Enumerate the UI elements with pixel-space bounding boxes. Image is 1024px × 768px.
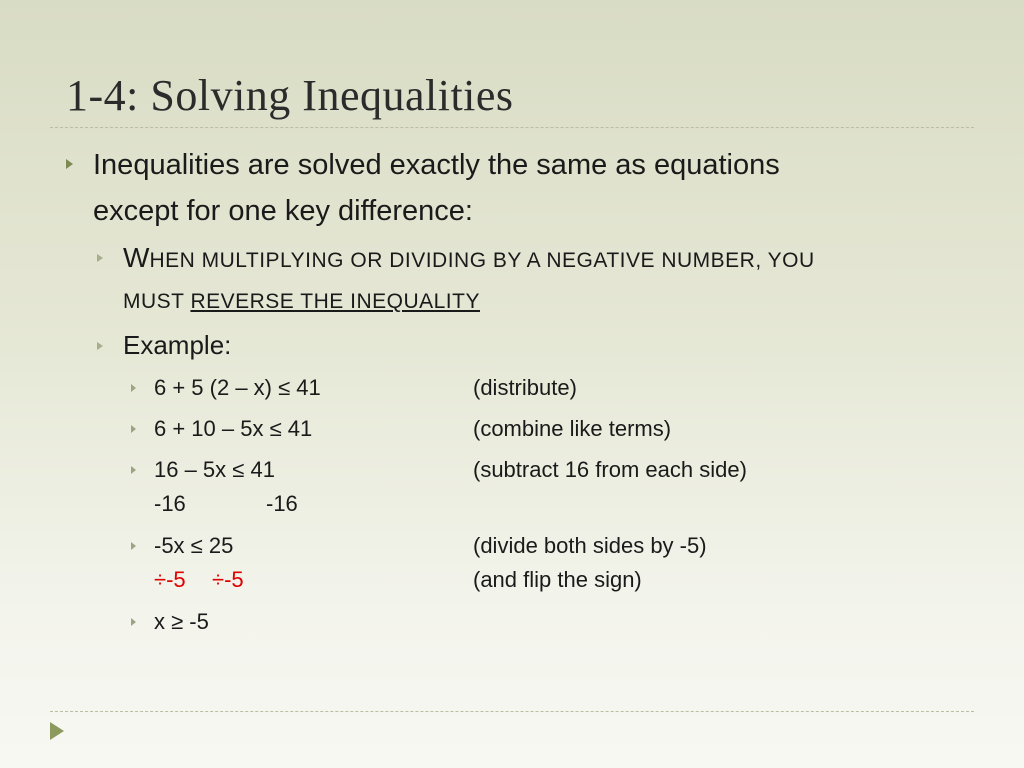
rule-text-rest: HEN MULTIPLYING OR DIVIDING BY A NEGATIVE NUMBER, YOU <box>149 249 815 272</box>
rule-text-line2 <box>123 279 480 322</box>
step-bullet-icon <box>131 542 136 550</box>
step-3-subtract-right: -16 <box>266 491 298 516</box>
step-bullet-icon <box>131 384 136 392</box>
footer-divider <box>50 711 974 712</box>
bullet-text-line2: except for one key difference: <box>93 195 473 227</box>
step-bullet-icon <box>131 466 136 474</box>
step-2-note: (combine like terms) <box>473 416 672 441</box>
rule-text-start: MUST <box>123 290 191 313</box>
step-3-expression: 16 – 5x ≤ 41 <box>154 457 275 482</box>
step-4-expression: -5x ≤ 25 <box>154 533 234 558</box>
sub-bullet-arrow-icon <box>97 342 103 350</box>
example-label: Example: <box>123 330 232 360</box>
step-1-expression: 6 + 5 (2 – x) ≤ 41 <box>154 375 321 400</box>
slide-title: 1-4: Solving Inequalities <box>66 71 514 120</box>
step-5-expression: x ≥ -5 <box>154 609 209 634</box>
step-4-note-2: (and flip the sign) <box>473 567 642 592</box>
step-4-note: (divide both sides by -5) <box>473 533 707 558</box>
step-1-note: (distribute) <box>473 375 577 400</box>
bullet-arrow-icon <box>66 159 73 169</box>
next-slide-arrow-icon[interactable] <box>50 722 64 740</box>
rule-emphasis: REVERSE THE INEQUALITY <box>190 290 480 313</box>
step-bullet-icon <box>131 425 136 433</box>
step-4-divide-right: ÷-5 <box>212 567 244 592</box>
step-2-expression: 6 + 10 – 5x ≤ 41 <box>154 416 313 441</box>
step-3-note: (subtract 16 from each side) <box>473 457 747 482</box>
sub-bullet-arrow-icon <box>97 254 103 262</box>
bullet-text-line1: Inequalities are solved exactly the same as equations <box>93 149 780 181</box>
step-3-subtract-left: -16 <box>154 491 186 516</box>
step-4-divide-left: ÷-5 <box>154 567 186 592</box>
step-bullet-icon <box>131 618 136 626</box>
rule-initial-cap: W <box>123 242 150 273</box>
title-divider <box>50 127 974 128</box>
rule-text-line1 <box>123 238 815 281</box>
